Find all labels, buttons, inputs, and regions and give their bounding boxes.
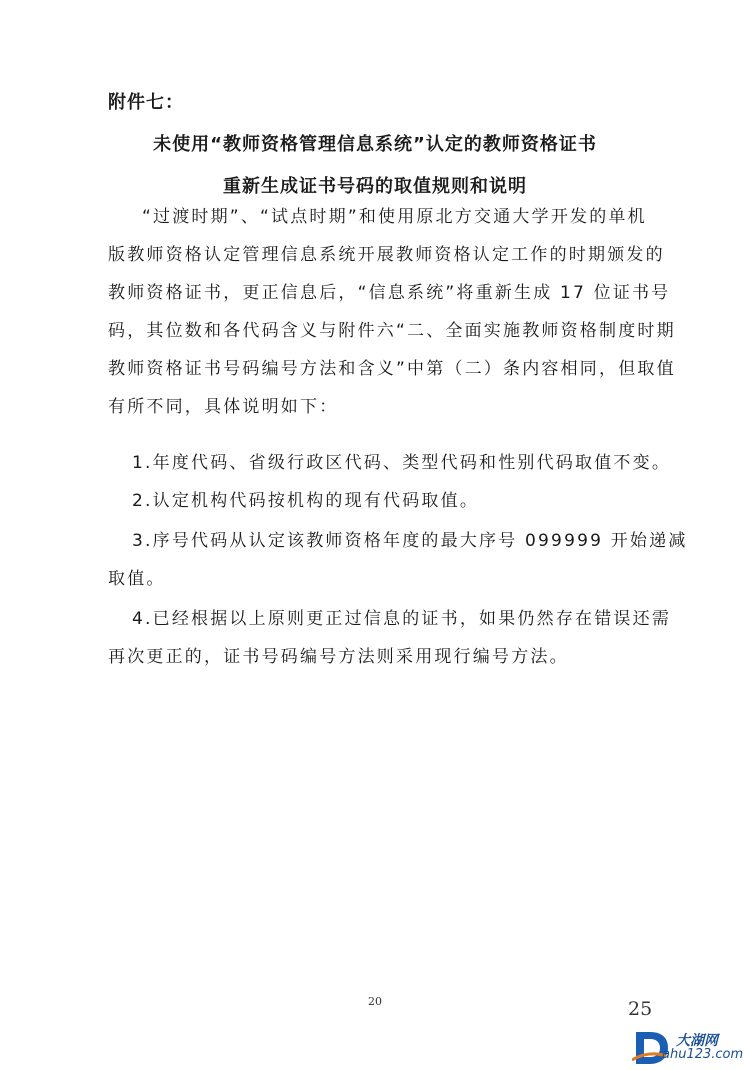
paragraph-line: 版教师资格认定管理信息系统开展教师资格认定工作的时期颁发的 <box>108 245 665 265</box>
paragraph-line: “过渡时期”、“试点时期”和使用原北方交通大学开发的单机 <box>142 207 647 227</box>
rule-item-4: 4.已经根据以上原则更正过信息的证书，如果仍然存在错误还需 <box>132 609 672 629</box>
rule-item-3: 3.序号代码从认定该教师资格年度的最大序号 099999 开始递减 <box>132 531 688 551</box>
document-title-line-2: 重新生成证书号码的取值规则和说明 <box>223 176 527 197</box>
paragraph-line: 有所不同，具体说明如下： <box>108 397 339 417</box>
rule-item-1: 1.年度代码、省级行政区代码、类型代码和性别代码取值不变。 <box>132 453 672 473</box>
rule-item-3-continued: 取值。 <box>108 569 166 589</box>
paragraph-line: 教师资格证书，更正信息后，“信息系统”将重新生成 17 位证书号 <box>108 283 671 303</box>
paragraph-line: 教师资格证书号码编号方法和含义”中第（二）条内容相同，但取值 <box>108 359 676 379</box>
intro-paragraph <box>108 202 676 432</box>
rules-list <box>108 448 688 678</box>
page-number-printed: 20 <box>368 995 382 1008</box>
watermark-site-url: ahu123.com <box>662 1047 744 1062</box>
site-watermark <box>632 1030 747 1066</box>
page-number-pdf: 25 <box>628 998 653 1020</box>
watermark-site-name: 大湖网 <box>676 1033 718 1049</box>
rule-item-2: 2.认定机构代码按机构的现有代码取值。 <box>132 491 480 511</box>
paragraph-line: 码，其位数和各代码含义与附件六“二、全面实施教师资格制度时期 <box>108 321 676 341</box>
attachment-label: 附件七： <box>108 92 184 113</box>
document-title-line-1: 未使用“教师资格管理信息系统”认定的教师资格证书 <box>153 134 597 155</box>
rule-item-4-continued: 再次更正的，证书号码编号方法则采用现行编号方法。 <box>108 647 569 667</box>
